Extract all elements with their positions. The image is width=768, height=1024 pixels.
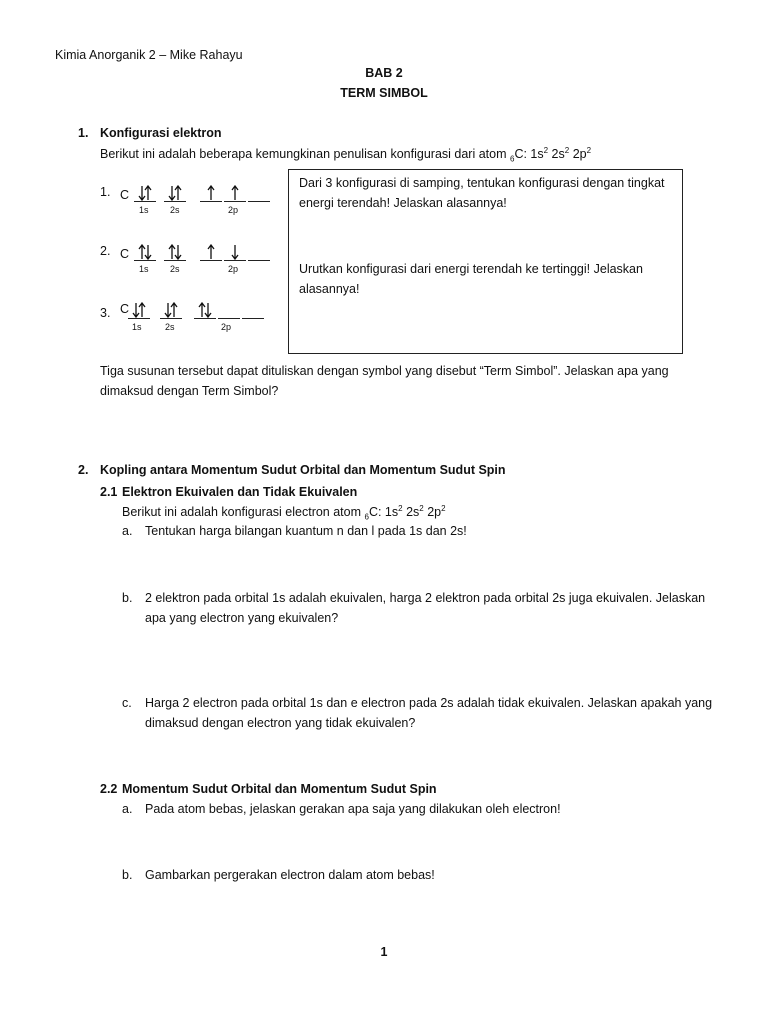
orbital-2p-y [218,302,240,324]
question-b-line2: apa yang electron yang ekuivalen? [145,611,339,625]
question-c-line1: Harga 2 electron pada orbital 1s dan e electron pada 2s adalah tidak ekuivalen. Jelaskan apakah yang [145,696,713,710]
orbital-2p-y [224,185,246,207]
box-question-1: Dari 3 konfigurasi di samping, tentukan konfigurasi dengan tingkat energi terendah! Jelaskan alasannya! [299,176,665,210]
carbon-symbol: C [120,247,130,261]
question-a-text: Tentukan harga bilangan kuantum n dan l pada 1s dan 2s! [145,524,467,538]
label-2s: 2s [165,322,175,332]
page-title: TERM SIMBOL [340,86,428,100]
label-1s: 1s [139,264,149,274]
label-1s: 1s [139,205,149,215]
atomic-number: 6 [364,512,369,522]
spin-up-arrow-icon [231,185,239,201]
diagram-number: 1. [100,185,111,199]
label-2p: 2p [228,264,239,274]
diagram-number: 3. [100,306,111,320]
orbital-2p-z [248,244,270,266]
question-2-2-a-label: a. [122,802,133,816]
orbital-diagram-3 [100,302,280,332]
carbon-symbol: C [120,302,130,316]
spin-down-arrow-icon [204,302,212,318]
section-1-number: 1. [78,126,89,140]
section-2-number: 2. [78,463,89,477]
orbital-1s [128,302,150,324]
question-b-label: b. [122,591,133,605]
page-number: 1 [380,945,388,959]
subsection-2-1-intro: Berikut ini adalah konfigurasi electron atom $_6$C: $1s^2$ $2s^2$ $2p^2$ [122,504,446,522]
question-2-2-a-text: Pada atom bebas, jelaskan gerakan apa saja yang dilakukan oleh electron! [145,802,561,816]
subsection-2-2-title: Momentum Sudut Orbital dan Momentum Sudut Spin [122,782,437,796]
orbital-2p-x [200,185,222,207]
atomic-number: 6 [509,154,515,164]
spin-down-arrow-icon [144,244,152,260]
label-2s: 2s [170,205,180,215]
box-question-2: Urutkan konfigurasi dari energi terendah ke tertinggi! Jelaskan alasannya! [299,262,643,296]
spin-down-arrow-icon [174,244,182,260]
label-2p: 2p [228,205,239,215]
orbital-2s [160,302,182,324]
chapter-label: BAB 2 [365,66,403,80]
question-box [288,169,683,354]
label-1s: 1s [132,322,142,332]
subsection-2-1-number: 2.1 [100,485,118,499]
orbital-2p-x [194,302,216,324]
orbital-1s [134,244,156,266]
label-2s: 2s [170,264,180,274]
orbital-2p-z [242,302,264,324]
subsection-2-1-title: Elektron Ekuivalen dan Tidak Ekuivalen [122,485,358,499]
spin-up-arrow-icon [138,302,146,318]
question-b-line1: 2 elektron pada orbital 1s adalah ekuivalen, harga 2 elektron pada orbital 2s juga ekuivalen. Jelaskan [145,591,706,605]
spin-up-arrow-icon [207,185,215,201]
label-2p: 2p [221,322,232,332]
orbital-1s [134,185,156,207]
term-symbol-question-line1: Tiga susunan tersebut dapat dituliskan dengan symbol yang disebut “Term Simbol”. Jelaskan apa yang [100,364,669,378]
carbon-symbol: C [120,188,130,202]
question-2-2-b-label: b. [122,868,133,882]
section-1-intro: Berikut ini adalah beberapa kemungkinan penulisan konfigurasi dari atom $_6$C: $1s^2$ $2s^2$ $2p^2$ [100,146,592,164]
term-symbol-question-line2: dimaksud dengan Term Simbol? [100,384,279,398]
orbital-2s [164,244,186,266]
orbital-2p-x [200,244,222,266]
intro-text: Berikut ini adalah beberapa kemungkinan penulisan konfigurasi dari atom [100,147,510,162]
spin-up-arrow-icon [174,185,182,201]
section-1-heading: Konfigurasi elektron [100,126,222,140]
question-c-line2: dimaksud dengan electron yang tidak ekuivalen? [145,716,416,730]
atom-config: C: 1s [514,147,544,162]
question-c-label: c. [122,696,132,710]
section-2-heading: Kopling antara Momentum Sudut Orbital dan Momentum Sudut Spin [100,463,506,477]
spin-up-arrow-icon [144,185,152,201]
question-a-label: a. [122,524,133,538]
orbital-diagram-2 [100,244,280,274]
document-header: Kimia Anorganik 2 – Mike Rahayu [55,48,243,62]
orbital-2p-z [248,185,270,207]
orbital-2s [164,185,186,207]
question-2-2-b-text: Gambarkan pergerakan electron dalam atom bebas! [145,868,435,882]
spin-up-arrow-icon [207,244,215,260]
spin-up-arrow-icon [170,302,178,318]
orbital-diagram-1 [100,185,280,215]
subsection-2-2-number: 2.2 [100,782,118,796]
spin-down-arrow-icon [231,244,239,260]
orbital-2p-y [224,244,246,266]
diagram-number: 2. [100,244,111,258]
